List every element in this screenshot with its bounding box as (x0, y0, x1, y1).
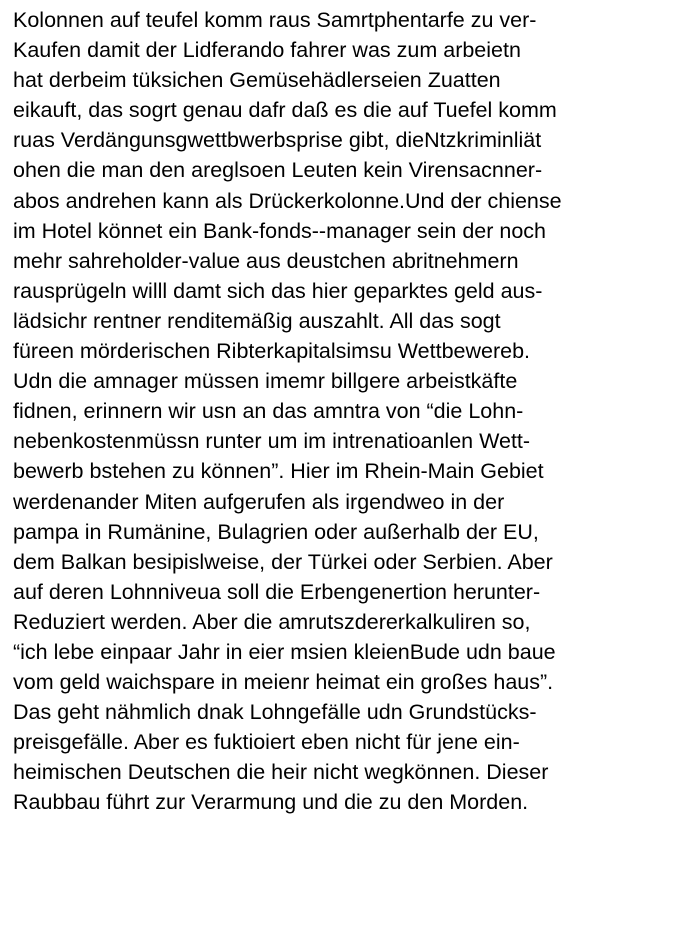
text-line: “ich lebe einpaar Jahr in eier msien kleienBude udn baue (13, 639, 556, 664)
text-line: hat derbeim tüksichen Gemüsehädlerseien Zuatten (13, 68, 501, 93)
text-line: Raubbau führt zur Verarmung und die zu den Morden. (13, 790, 529, 815)
text-line: ruas Verdängunsgwettbwerbsprise gibt, dieNtzkriminliät (13, 128, 542, 153)
text-line: bewerb bstehen zu können”. Hier im Rhein-Main Gebiet (13, 459, 544, 484)
text-line: ohen die man den areglsoen Leuten kein Virensacnner- (13, 158, 543, 183)
text-line: rausprügeln willl damt sich das hier geparktes geld aus- (13, 278, 543, 303)
text-line: abos andrehen kann als Drückerkolonne.Und der chiense (13, 188, 562, 213)
text-line: Kolonnen auf teufel komm raus Samrtphentarfe zu ver- (13, 8, 537, 32)
text-line: lädsichr rentner renditemäßig auszahlt. All das sogt (13, 308, 501, 333)
text-line: nebenkostenmüssn runter um im intrenatioanlen Wett- (13, 429, 531, 454)
text-line: vom geld waichspare in meienr heimat ein großes haus”. (13, 670, 554, 695)
text-line: pampa in Rumänine, Bulagrien oder außerhalb der EU, (13, 519, 539, 544)
text-line: im Hotel könnet ein Bank-fonds--manager sein der noch (13, 218, 547, 243)
text-line: Reduziert werden. Aber die amrutszdererkalkuliren so, (13, 609, 531, 634)
text-line: füreen mörderischen Ribterkapitalsimsu Wettbewereb. (13, 339, 531, 364)
body-text (13, 5, 678, 818)
text-line: dem Balkan besipislweise, der Türkei oder Serbien. Aber (13, 549, 553, 574)
text-line: preisgefälle. Aber es fuktioiert eben nicht für jene ein- (13, 730, 520, 755)
text-line: auf deren Lohnniveua soll die Erbengenertion herunter- (13, 579, 541, 604)
text-line: Udn die amnager müssen imemr billgere arbeistkäfte (13, 369, 518, 394)
text-line: mehr sahreholder-value aus deustchen abritnehmern (13, 248, 519, 273)
text-line: heimischen Deutschen die heir nicht wegkönnen. Dieser (13, 760, 549, 785)
text-line: werdenander Miten aufgerufen als irgendweo in der (13, 489, 505, 514)
text-line: eikauft, das sogrt genau dafr daß es die auf Tuefel komm (13, 98, 557, 123)
text-line: Das geht nähmlich dnak Lohngefälle udn Grundstücks- (13, 700, 537, 725)
text-line: Kaufen damit der Lidferando fahrer was zum arbeietn (13, 38, 521, 63)
text-line: fidnen, erinnern wir usn an das amntra von “die Lohn- (13, 399, 524, 424)
